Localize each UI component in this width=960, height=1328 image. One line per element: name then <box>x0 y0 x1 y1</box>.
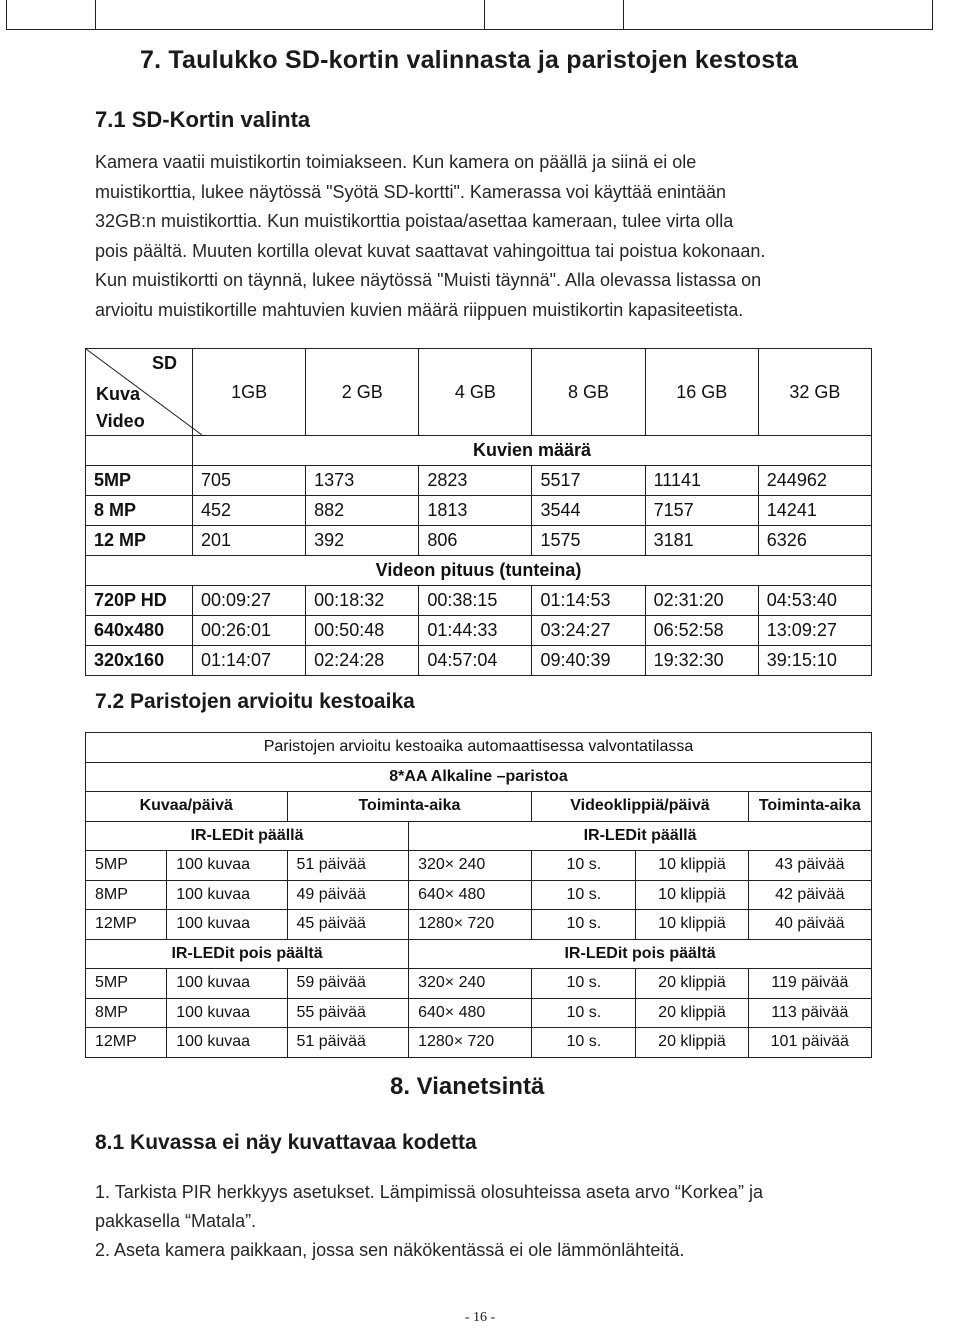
row-label: 12 MP <box>86 526 193 556</box>
table-cell: 00:38:15 <box>419 586 532 616</box>
table-cell: 14241 <box>758 496 871 526</box>
table-cell: 51 päivää <box>287 1028 409 1058</box>
section-heading-7: 7. Taulukko SD-kortin valinnasta ja paristojen kestosta <box>140 46 798 74</box>
capacity-header: 1GB <box>193 349 306 436</box>
troubleshooting-steps <box>95 1178 863 1265</box>
section-heading-7-1: 7.1 SD-Kortin valinta <box>95 107 311 132</box>
section-label-on: IR-LEDit päällä <box>409 821 872 851</box>
table-cell: 01:14:53 <box>532 586 645 616</box>
row-label: 720P HD <box>86 586 193 616</box>
table-cell: 42 päivää <box>748 880 871 910</box>
table-row <box>86 880 872 910</box>
table-cell: 10 s. <box>532 1028 636 1058</box>
table-cell: 10 s. <box>532 910 636 940</box>
capacity-header: 2 GB <box>306 349 419 436</box>
table-cell: 00:18:32 <box>306 586 419 616</box>
table-cell: 59 päivää <box>287 969 409 999</box>
header-cell <box>623 0 933 30</box>
table-row <box>86 851 872 881</box>
table-cell: 1575 <box>532 526 645 556</box>
table-cell: 100 kuvaa <box>167 910 287 940</box>
battery-table-subtitle: 8*AA Alkaline –paristoa <box>86 762 872 792</box>
header-cell <box>95 0 485 30</box>
section-heading-8: 8. Vianetsintä <box>390 1073 545 1100</box>
table-cell: 882 <box>306 496 419 526</box>
table-row <box>86 436 872 466</box>
section-heading-8-1: 8.1 Kuvassa ei näy kuvattavaa kodetta <box>95 1131 477 1154</box>
table-cell: 101 päivää <box>748 1028 871 1058</box>
table-cell: 705 <box>193 466 306 496</box>
table-cell: 39:15:10 <box>758 646 871 676</box>
table-cell: 12MP <box>86 1028 167 1058</box>
table-cell: 51 päivää <box>287 851 409 881</box>
table-cell: 100 kuvaa <box>167 1028 287 1058</box>
table-cell: 00:50:48 <box>306 616 419 646</box>
row-label: 320x160 <box>86 646 193 676</box>
table-cell: 100 kuvaa <box>167 998 287 1028</box>
table-row <box>86 1028 872 1058</box>
table-cell: 1280× 720 <box>409 1028 532 1058</box>
corner-label-sd: SD <box>152 353 178 373</box>
table-cell: 01:44:33 <box>419 616 532 646</box>
table-cell: 09:40:39 <box>532 646 645 676</box>
corner-cell <box>86 349 193 436</box>
table-cell: 55 päivää <box>287 998 409 1028</box>
table-cell: 01:14:07 <box>193 646 306 676</box>
column-header: Toiminta-aika <box>748 792 871 822</box>
table-cell: 1280× 720 <box>409 910 532 940</box>
paragraph-line: muistikorttia, lukee näytössä "Syötä SD-kortti". Kamerassa voi käyttää enintään <box>95 181 727 202</box>
photos-section-header: Kuvien määrä <box>193 436 872 466</box>
table-cell: 10 klippiä <box>636 910 748 940</box>
table-cell: 100 kuvaa <box>167 880 287 910</box>
table-cell: 19:32:30 <box>645 646 758 676</box>
table-cell: 113 päivää <box>748 998 871 1028</box>
table-cell: 04:53:40 <box>758 586 871 616</box>
section-heading-7-2: 7.2 Paristojen arvioitu kestoaika <box>95 690 415 713</box>
table-row <box>86 616 872 646</box>
table-cell: 49 päivää <box>287 880 409 910</box>
table-cell: 20 klippiä <box>636 998 748 1028</box>
table-row <box>86 466 872 496</box>
row-label: 5MP <box>86 466 193 496</box>
table-row <box>86 733 872 763</box>
table-cell: 04:57:04 <box>419 646 532 676</box>
table-cell: 12MP <box>86 910 167 940</box>
table-cell: 10 klippiä <box>636 880 748 910</box>
intro-paragraph <box>95 148 863 325</box>
table-row <box>86 526 872 556</box>
paragraph-line: pois päältä. Muuten kortilla olevat kuvat saattavat vahingoittua tai poistua kokonaan. <box>95 240 766 261</box>
table-cell: 320× 240 <box>409 851 532 881</box>
table-cell: 10 s. <box>532 969 636 999</box>
table-row <box>86 998 872 1028</box>
table-cell: 11141 <box>645 466 758 496</box>
table-cell: 1813 <box>419 496 532 526</box>
column-header: Kuvaa/päivä <box>86 792 288 822</box>
capacity-header: 8 GB <box>532 349 645 436</box>
paragraph-line: arvioitu muistikortille mahtuvien kuvien määrä riippuen muistikortin kapasiteetista. <box>95 299 744 320</box>
table-cell: 10 s. <box>532 998 636 1028</box>
table-cell: 43 päivää <box>748 851 871 881</box>
table-cell: 02:24:28 <box>306 646 419 676</box>
table-cell: 00:09:27 <box>193 586 306 616</box>
table-row <box>86 556 872 586</box>
table-row <box>86 496 872 526</box>
column-header: Videoklippiä/päivä <box>532 792 748 822</box>
header-cell <box>6 0 96 30</box>
table-cell: 00:26:01 <box>193 616 306 646</box>
section-label-off: IR-LEDit pois päältä <box>86 939 409 969</box>
table-header-row <box>86 349 872 436</box>
table-cell: 452 <box>193 496 306 526</box>
table-cell: 5MP <box>86 851 167 881</box>
table-row <box>86 910 872 940</box>
table-cell: 806 <box>419 526 532 556</box>
table-cell: 8MP <box>86 998 167 1028</box>
table-cell: 201 <box>193 526 306 556</box>
table-cell: 03:24:27 <box>532 616 645 646</box>
table-cell: 10 s. <box>532 880 636 910</box>
video-section-header: Videon pituus (tunteina) <box>86 556 872 586</box>
step-line: 2. Aseta kamera paikkaan, jossa sen näkökentässä ei ole lämmönlähteitä. <box>95 1240 685 1260</box>
table-header-row <box>86 792 872 822</box>
table-cell: 45 päivää <box>287 910 409 940</box>
table-row <box>86 646 872 676</box>
table-cell: 392 <box>306 526 419 556</box>
table-cell: 8MP <box>86 880 167 910</box>
table-cell: 3544 <box>532 496 645 526</box>
table-cell: 5MP <box>86 969 167 999</box>
section-label-off: IR-LEDit pois päältä <box>409 939 872 969</box>
table-row <box>86 762 872 792</box>
column-header: Toiminta-aika <box>287 792 532 822</box>
table-cell: 640× 480 <box>409 880 532 910</box>
battery-table-title: Paristojen arvioitu kestoaika automaattisessa valvontatilassa <box>86 733 872 763</box>
table-cell: 100 kuvaa <box>167 969 287 999</box>
corner-label-kuva: Kuva <box>96 384 141 404</box>
corner-label-video: Video <box>96 411 145 431</box>
step-line: pakkasella “Matala”. <box>95 1211 257 1231</box>
table-cell: 10 klippiä <box>636 851 748 881</box>
table-cell: 119 päivää <box>748 969 871 999</box>
table-cell: 20 klippiä <box>636 969 748 999</box>
header-table-strip <box>6 0 932 30</box>
table-row <box>86 969 872 999</box>
table-cell: 5517 <box>532 466 645 496</box>
table-cell: 244962 <box>758 466 871 496</box>
paragraph-line: Kamera vaatii muistikortin toimiakseen. Kun kamera on päällä ja siinä ei ole <box>95 152 697 172</box>
battery-life-table <box>85 732 872 1058</box>
page-number: - 16 - <box>464 1310 496 1325</box>
table-cell: 20 klippiä <box>636 1028 748 1058</box>
capacity-header: 16 GB <box>645 349 758 436</box>
table-cell: 1373 <box>306 466 419 496</box>
table-row <box>86 939 872 969</box>
table-cell: 13:09:27 <box>758 616 871 646</box>
row-label: 640x480 <box>86 616 193 646</box>
table-cell: 640× 480 <box>409 998 532 1028</box>
paragraph-line: Kun muistikortti on täynnä, lukee näytössä "Muisti täynnä". Alla olevassa listassa on <box>95 270 762 290</box>
paragraph-line: 32GB:n muistikorttia. Kun muistikorttia poistaa/asettaa kameraan, tulee virta olla <box>95 211 734 231</box>
capacity-header: 32 GB <box>758 349 871 436</box>
step-line: 1. Tarkista PIR herkkyys asetukset. Lämpimissä olosuhteissa aseta arvo “Korkea” ja <box>95 1182 763 1202</box>
table-cell: 6326 <box>758 526 871 556</box>
table-cell: 10 s. <box>532 851 636 881</box>
table-row <box>86 586 872 616</box>
table-row <box>86 821 872 851</box>
section-label-on: IR-LEDit päällä <box>86 821 409 851</box>
table-cell: 2823 <box>419 466 532 496</box>
table-cell: 06:52:58 <box>645 616 758 646</box>
table-cell: 100 kuvaa <box>167 851 287 881</box>
table-cell: 7157 <box>645 496 758 526</box>
header-cell <box>484 0 624 30</box>
table-cell: 320× 240 <box>409 969 532 999</box>
table-cell: 02:31:20 <box>645 586 758 616</box>
capacity-header: 4 GB <box>419 349 532 436</box>
table-cell: 40 päivää <box>748 910 871 940</box>
row-label: 8 MP <box>86 496 193 526</box>
sd-capacity-table <box>85 348 872 676</box>
table-cell: 3181 <box>645 526 758 556</box>
